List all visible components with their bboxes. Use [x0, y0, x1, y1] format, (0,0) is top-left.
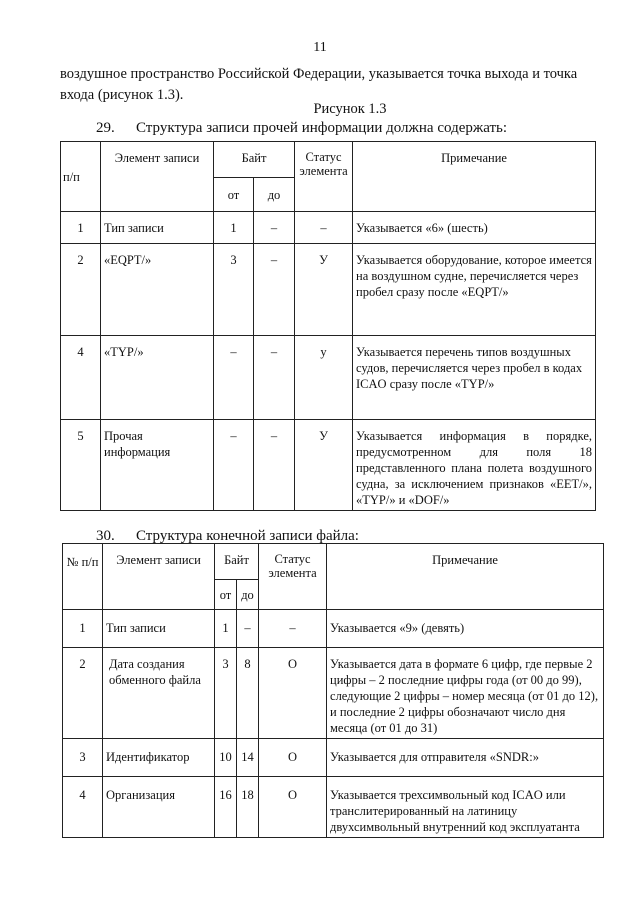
table-row — [61, 336, 596, 420]
cell-element: «EQPT/» — [101, 244, 214, 336]
cell-status: – — [295, 212, 353, 244]
cell-element: Тип записи — [101, 212, 214, 244]
page-number: 11 — [313, 40, 327, 55]
section-29-title: Структура записи прочей информации должна содержать: — [136, 120, 508, 136]
cell-element: Идентификатор — [103, 739, 215, 777]
cell-note: Указывается для отправителя «SNDR:» — [327, 739, 604, 777]
figure-label: Рисунок 1.3 — [313, 101, 387, 117]
table-row — [61, 420, 596, 511]
cell-note: Указывается трехсимвольный код ICAO или транслитерированный на латиницу двухсимвольный внутренний код эксплуатанта — [327, 777, 604, 838]
cell-from: – — [214, 336, 254, 420]
header-status: Статус элемента — [259, 544, 327, 610]
header-element: Элемент записи — [101, 142, 214, 212]
table-header-row — [63, 544, 604, 580]
cell-num: 4 — [61, 336, 101, 420]
cell-element: Дата создания обменного файла — [103, 648, 215, 739]
cell-note: Указывается «9» (девять) — [327, 610, 604, 648]
cell-num: 1 — [63, 610, 103, 648]
header-element: Элемент записи — [103, 544, 215, 610]
table-row — [63, 610, 604, 648]
cell-num: 3 — [63, 739, 103, 777]
cell-to: – — [237, 610, 259, 648]
cell-to: 18 — [237, 777, 259, 838]
cell-status: У — [295, 244, 353, 336]
table-row — [63, 648, 604, 739]
section-30-number: 30. — [96, 528, 115, 544]
cell-to: 14 — [237, 739, 259, 777]
cell-num: 2 — [63, 648, 103, 739]
cell-num: 2 — [61, 244, 101, 336]
header-to: до — [254, 178, 295, 212]
table-final-record — [62, 543, 604, 838]
cell-note: Указывается оборудование, которое имеется на воздушном судне, перечисляется через пробел сразу после «EQPT/» — [353, 244, 596, 336]
cell-from: 1 — [214, 212, 254, 244]
header-from: от — [215, 580, 237, 610]
header-note: Примечание — [327, 544, 604, 610]
cell-from: 1 — [215, 610, 237, 648]
section-29-number: 29. — [96, 120, 115, 136]
section-30-title: Структура конечной записи файла: — [136, 528, 359, 544]
table-row — [63, 739, 604, 777]
cell-status: У — [295, 420, 353, 511]
header-num: п/п — [61, 142, 101, 212]
cell-num: 1 — [61, 212, 101, 244]
cell-note: Указывается перечень типов воздушных судов, перечисляется через пробел в кодах ICAO сразу после «TYP/» — [353, 336, 596, 420]
cell-from: 10 — [215, 739, 237, 777]
cell-from: 3 — [214, 244, 254, 336]
cell-status: у — [295, 336, 353, 420]
cell-to: – — [254, 336, 295, 420]
cell-element: Тип записи — [103, 610, 215, 648]
cell-status: – — [259, 610, 327, 648]
section-29-heading — [96, 120, 507, 137]
cell-from: 16 — [215, 777, 237, 838]
header-num: № п/п — [63, 544, 103, 610]
cell-to: – — [254, 420, 295, 511]
cell-status: О — [259, 739, 327, 777]
header-byte: Байт — [215, 544, 259, 580]
table-header-row — [61, 142, 596, 178]
header-status: Статус элемента — [295, 142, 353, 212]
table-row — [63, 777, 604, 838]
header-note: Примечание — [353, 142, 596, 212]
cell-to: – — [254, 244, 295, 336]
table-row — [61, 244, 596, 336]
cell-status: О — [259, 777, 327, 838]
header-to: до — [237, 580, 259, 610]
cell-note: Указывается «6» (шесть) — [353, 212, 596, 244]
table-other-info — [60, 141, 596, 511]
cell-from: – — [214, 420, 254, 511]
header-from: от — [214, 178, 254, 212]
cell-element: Прочая информация — [101, 420, 214, 511]
cell-from: 3 — [215, 648, 237, 739]
header-byte: Байт — [214, 142, 295, 178]
table-row — [61, 212, 596, 244]
cell-note: Указывается дата в формате 6 цифр, где первые 2 цифры – 2 последние цифры года (от 00 до 99), следующие 2 цифры – номер месяца (от 01 до 12), и последние 2 цифры обозначают число дня месяца (от 01 до 31) — [327, 648, 604, 739]
cell-to: 8 — [237, 648, 259, 739]
cell-num: 4 — [63, 777, 103, 838]
intro-paragraph: воздушное пространство Российской Федерации, указывается точка выхода и точка входа (рисунок 1.3). — [60, 66, 578, 103]
cell-status: О — [259, 648, 327, 739]
cell-num: 5 — [61, 420, 101, 511]
cell-note: Указывается информация в порядке, предусмотренном для поля 18 представленного плана полета воздушного судна, за исключением признаков «EET/», «TYP/» и «DOF/» — [353, 420, 596, 511]
cell-element: «TYP/» — [101, 336, 214, 420]
cell-to: – — [254, 212, 295, 244]
cell-element: Организация — [103, 777, 215, 838]
